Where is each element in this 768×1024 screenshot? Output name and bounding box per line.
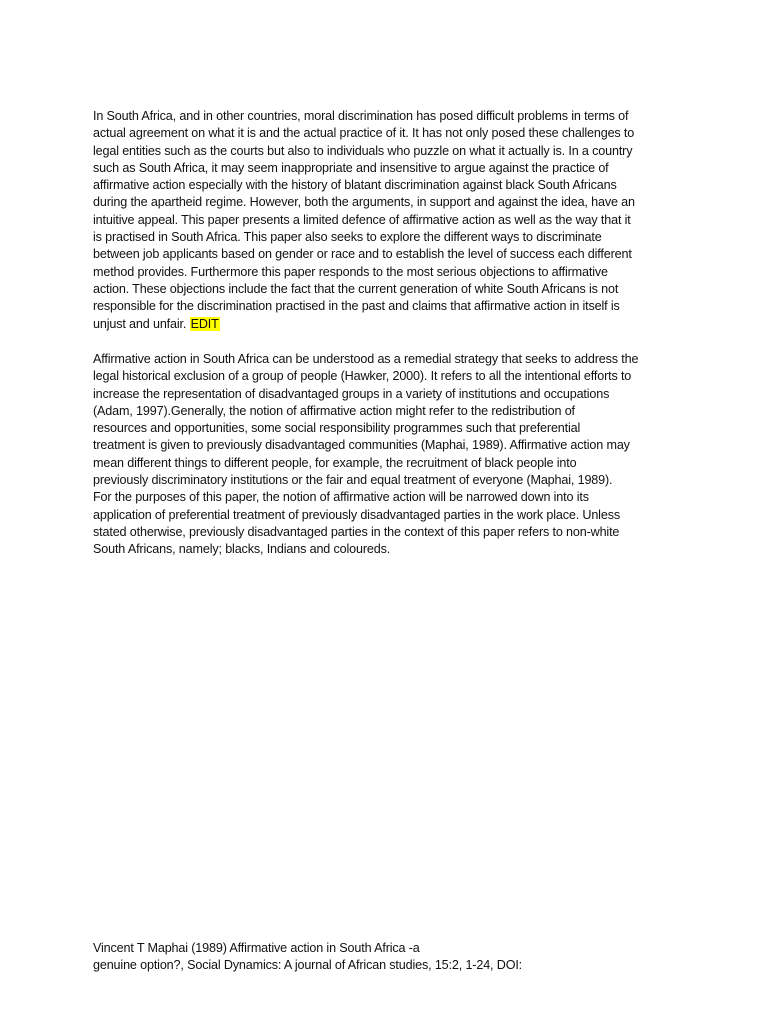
text-line: actual agreement on what it is and the actual practice of it. It has not only posed these challenges to [93, 126, 635, 141]
text-line: between job applicants based on gender or race and to establish the level of success each different [93, 247, 632, 262]
text-line: affirmative action especially with the history of blatant discrimination against black South Africans [93, 178, 617, 193]
footnote-line: Vincent T Maphai (1989) Affirmative action in South Africa -a [93, 941, 420, 955]
text-line: application of preferential treatment of previously disadvantaged parties in the work place. Unless [93, 507, 620, 522]
text-line: such as South Africa, it may seem inappropriate and insensitive to argue against the practice of [93, 160, 609, 175]
text-line: responsible for the discrimination practised in the past and claims that affirmative action in itself is [93, 299, 620, 314]
text-line: is practised in South Africa. This paper also seeks to explore the different ways to discriminate [93, 230, 602, 245]
text-line: legal entities such as the courts but also to individuals who puzzle on what it actually is. In a country [93, 143, 633, 158]
text-line: previously discriminatory institutions or the fair and equal treatment of everyone (Maphai, 1989). [93, 473, 613, 488]
text-line: method provides. Furthermore this paper responds to the most serious objections to affirmative [93, 264, 608, 279]
footnote-line: genuine option?, Social Dynamics: A journal of African studies, 15:2, 1-24, DOI: [93, 958, 523, 973]
paragraph-introduction [93, 108, 679, 333]
text-line: Affirmative action in South Africa can be understood as a remedial strategy that seeks to address the [93, 352, 639, 366]
text-line: stated otherwise, previously disadvantaged parties in the context of this paper refers to non-white [93, 524, 620, 539]
text-line: unjust and unfair. [93, 316, 187, 331]
text-line: resources and opportunities, some social responsibility programmes such that preferential [93, 421, 581, 436]
text-line: For the purposes of this paper, the notion of affirmative action will be narrowed down into its [93, 490, 589, 505]
text-line-last [93, 316, 679, 333]
paragraph-definition [93, 351, 679, 559]
text-line: during the apartheid regime. However, both the arguments, in support and against the idea, have an [93, 195, 635, 210]
text-line: (Adam, 1997).Generally, the notion of affirmative action might refer to the redistribution of [93, 403, 575, 418]
text-line: intuitive appeal. This paper presents a limited defence of affirmative action as well as the way that it [93, 212, 631, 227]
text-line: increase the representation of disadvantaged groups in a variety of institutions and occupations [93, 386, 610, 401]
text-line: In South Africa, and in other countries, moral discrimination has posed difficult problems in terms of [93, 109, 629, 123]
text-line: action. These objections include the fact that the current generation of white South Africans is not [93, 281, 619, 296]
edit-highlight: EDIT [190, 316, 219, 331]
text-line: treatment is given to previously disadvantaged communities (Maphai, 1989). Affirmative action may [93, 438, 630, 453]
text-line: South Africans, namely; blacks, Indians and coloureds. [93, 542, 391, 557]
text-line: legal historical exclusion of a group of people (Hawker, 2000). It refers to all the intentional efforts to [93, 369, 632, 384]
text-line: mean different things to different people, for example, the recruitment of black people into [93, 455, 577, 470]
reference-footnote [93, 940, 679, 975]
